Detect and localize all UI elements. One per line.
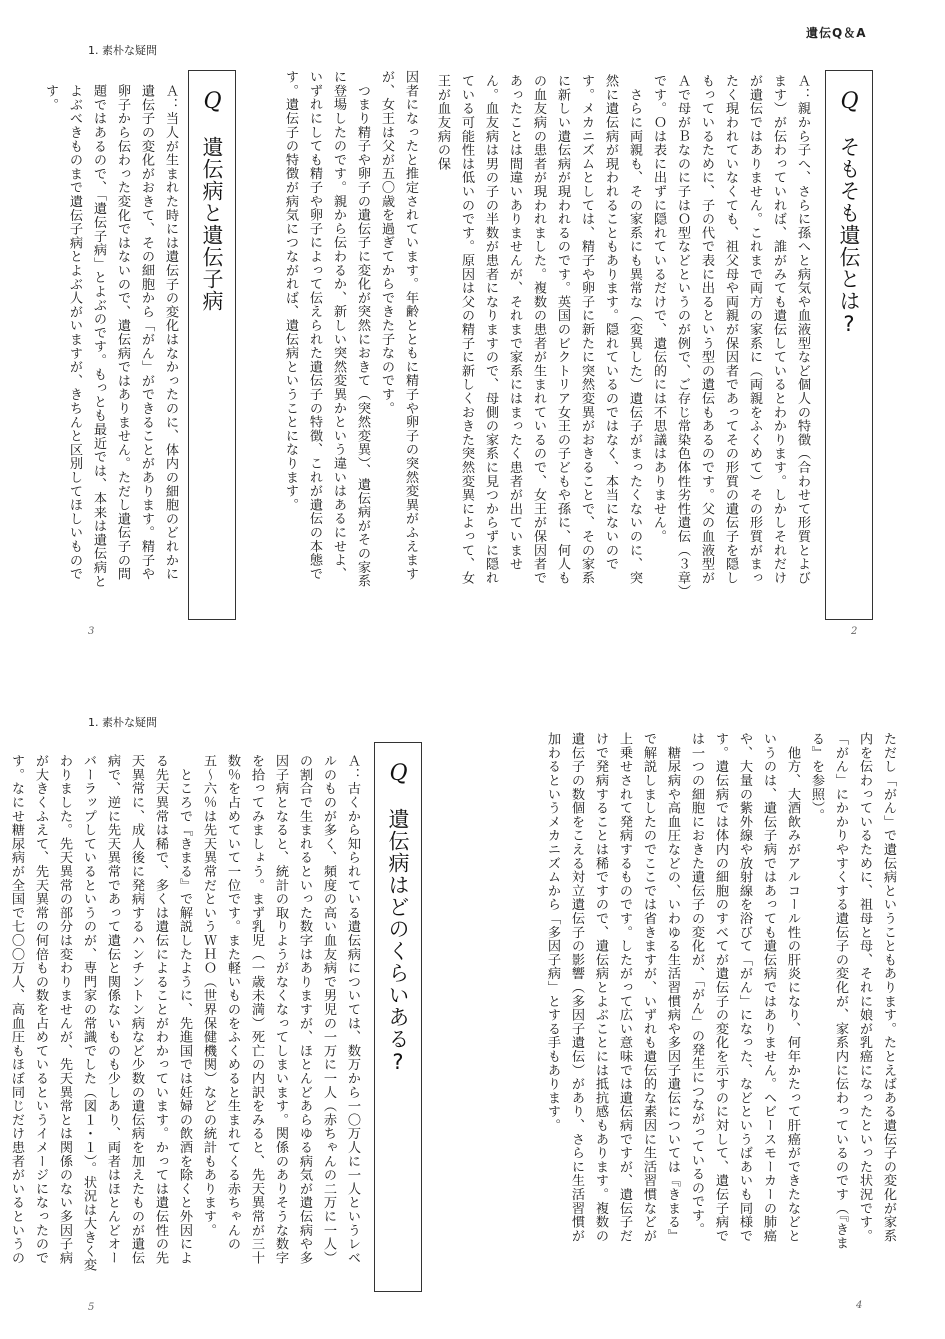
question-box-p5 xyxy=(374,742,422,1292)
question-mark-label: Q xyxy=(386,761,411,786)
page-number-2: 2 xyxy=(851,626,858,637)
question-title-p3: 遺伝病と遺伝子病 xyxy=(200,136,224,312)
question-box-p3 xyxy=(188,70,236,620)
body-text-p2: Ａ：親から子へ、さらに孫へと病気や血液型など個人の特徴（合わせて形質とよびます）が伝わっていれば、誰がみても遺伝しているとわかります。しかしそれだけが遺伝ではありません。これまで両方の家系に（両親をふくめて）その形質がまったく現われていなくても、祖父母や両親が保因者であってその形質の遺伝子を隠しもっているために、子の代で表に出るという型の遺伝もあるのです。父の血液型がＡで母がＢなのに子はＯ型などというのが例で、ご存じ常染色体性劣性遺伝（３章）です。Ｏは表に出ずに隠れているだけで、遺伝的には不思議はありません。 さらに両親も、その家系にも異常な（変異した）遺伝子がまったくないのに、突然に遺伝病が現われることもあります。隠れているのではなく、本当にないのです。メカニズムとしては、精子や卵子に新たに突然変異がおきることで、その家系に新しい遺伝病が現われるのです。英国のビクトリア女王の子どもや孫に、何人もの血友病の患者が現われました。複数の患者が生まれているので、女王が保因者であったことは間違いありませんが、それまで家系にはまったく患者が出ていません。血友病は男の子の半数が患者になりますので、母側の家系に見つからずに隠れている可能性は低いのです。原因は父の精子に新しくおきた突然変異によって、女王が血友病の保 xyxy=(435,74,810,592)
question-title-p5: 遺伝病はどのくらいある? xyxy=(386,808,410,1075)
body-text-p3: Ａ：当人が生まれた時には遺伝子の変化はなかったのに、体内の細胞のどれかに遺伝子の変化がおきて、その細胞から「がん」ができることがあります。精子や卵子から伝わった変化ではないので、遺伝病ではありません。ただし遺伝子の問題ではあるので、「遺伝子病」とよぶのです。もっとも最近では、本来は遺伝病とよぶべきものまで遺伝子病とよぶ人がいますが、きちんと区別してほしいものです。 xyxy=(43,84,178,588)
bottom-spread xyxy=(0,670,945,1339)
running-head-right: 遺伝Q＆A xyxy=(806,26,867,40)
question-box-p2 xyxy=(825,70,873,620)
body-text-p4: ただし「がん」で遺伝病ということもあります。たとえばある遺伝子の変化が家系内を伝わっているために、祖母と母、それに娘が乳癌になったといった状況です。「がん」にかかりやすくする遺伝子の変化が、家系内に伝わっているのです（『きまる』を参照）。 他方、大酒飲みがアルコール性の肝炎になり、何年かたって肝癌ができたなどというのは、遺伝子病ではあっても遺伝病ではありません。ヘビースモーカーの肺癌や、大量の紫外線や放射線を浴びて「がん」になった、などというばあいも同様です。遺伝病では体内の細胞のすべてが遺伝子の変化を示すのに対して、遺伝子病では一つの細胞におきた遺伝子の変化が、「がん」の発生につながっているのです。 糖尿病や高血圧などの、いわゆる生活習慣病や多因子遺伝については『きまる』で解説しましたのでここでは省きますが、いずれも遺伝的な素因に生活習慣などが上乗せされて発病するものです。したがって広い意味では遺伝病ですが、遺伝子だけで発病することは稀ですので、遺伝病とよぶことには抵抗感もあります。複数の遺伝子の数個をこえる対立遺伝子の影響（多因子遺伝）があり、さらに生活習慣が加わるというメカニズムから「多因子病」とする手もあります。 xyxy=(545,732,896,1250)
page-number-3: 3 xyxy=(88,626,95,637)
page-number-5: 5 xyxy=(88,1302,95,1313)
question-mark-label: Q xyxy=(837,89,862,114)
question-title-p2: そもそも遺伝とは? xyxy=(837,136,861,337)
page-number-4: 4 xyxy=(856,1300,863,1311)
continuation-text-p3: 因者になったと推定されています。年齢とともに精子や卵子の突然変異がふえますが、女王は父が五〇歳を過ぎてからできた子なのです。 つまり精子や卵子の遺伝子に変化が突然におきて（突然変異）、遺伝病がその家系に登場したのです。親から伝わるか、新しい突然変異かという違いはあるにせよ、いずれにしても精子や卵子によって伝えられた遺伝子の特徴、これが遺伝の本態です。遺伝子の特徴が病気につながれば、遺伝病ということになります。 xyxy=(283,70,418,588)
running-head-left: 1. 素朴な疑問 xyxy=(88,44,157,57)
question-mark-label: Q xyxy=(200,89,225,114)
body-text-p5: Ａ：古くから知られている遺伝病については、数万から一〇万人に一人というレベルのものが多く、頻度の高い血友病で男児の一万に一人（赤ちゃんの二万に一人）の割合で生まれるといった数字はありますが、ほとんどあらゆる病気が遺伝病や多因子病となると、統計の取りようがなくなってしまいます。関係のありそうな数字を拾ってみましょう。まず乳児（一歳未満）死亡の内訳をみると、先天異常が三十数％を占めていて一位です。また軽いものをふくめると生まれてくる赤ちゃんの五〜六％は先天異常だというＷＨＯ（世界保健機関）などの統計もあります。 ところで『きまる』で解説したように、先進国では妊婦の飲酒を除くと外因による先天異常は稀で、多くは遺伝によることがわかっています。かっては遺伝性の先天異常に、成人後に発病するハンチントン病など少数の遺伝病を加えたものが遺伝病で、逆に先天異常であって遺伝と関係ないものも少しあり、両者はほとんどオーバーラップしているというのが、専門家の常識でした（図１・１）。状況は大きく変わりました。先天異常の部分は変わりませんが、先天異常とは関係のない多因子病が大きくふえて、先天異常の何倍もの数を占めているというイメージになったのです。なにせ糖尿病が全国で七〇〇万人、高血圧もほぼ同じだけ患者がいるというの xyxy=(9,754,360,1272)
running-head-left-lower: 1. 素朴な疑問 xyxy=(88,716,157,729)
